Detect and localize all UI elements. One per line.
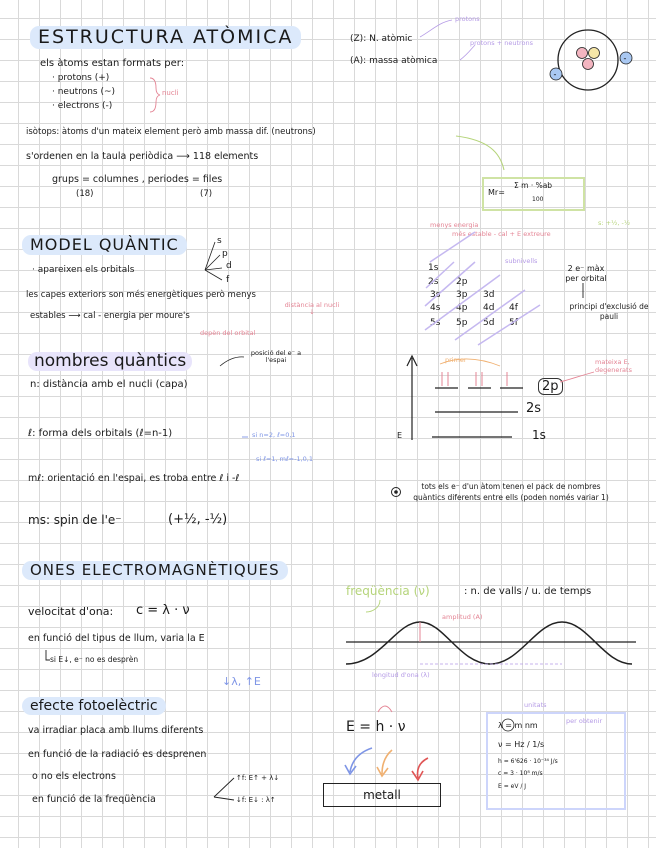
particle-protons: · protons (+)	[52, 73, 110, 83]
degenerate-note: mateixa E, degenerats	[595, 358, 632, 375]
isotopes-line: isòtops: àtoms d'un mateix element però amb massa dif. (neutrons)	[26, 127, 316, 137]
frequency-down-branch: ↓f: E↓ : λ↑	[236, 796, 276, 804]
orbital-letter-f: f	[226, 275, 230, 285]
aufbau-2p: 2p	[456, 277, 468, 287]
level-2s: 2s	[526, 401, 542, 416]
z-definition: (Z): N. atòmic	[350, 34, 413, 44]
photoelectric-line-3: o no els electrons	[32, 771, 116, 782]
section-title-quantum-numbers: nombres quàntics	[28, 352, 192, 371]
section-title-photoelectric: efecte fotoelèctric	[22, 697, 166, 715]
nucleus-note: nucli	[162, 89, 179, 97]
mass-formula-lhs: Mr=	[488, 188, 505, 197]
particle-electrons: · electrons (-)	[52, 101, 113, 111]
aufbau-4d: 4d	[483, 303, 495, 313]
periods-count: (7)	[200, 189, 213, 199]
mass-formula-denominator: 100	[532, 196, 544, 203]
orbital-letter-s: s	[217, 236, 222, 246]
electrons-per-orbital: 2 e⁻ màx per orbital	[565, 264, 607, 284]
photoelectric-line-2: en funció de la radiació es desprenen	[28, 749, 207, 760]
wave-velocity-formula: c = λ · ν	[136, 603, 190, 618]
spin-values-note: s: +½, -½	[598, 219, 631, 227]
aufbau-3d: 3d	[483, 290, 495, 300]
unit-planck: h = 6'626 · 10⁻³⁴ J/s	[498, 758, 558, 765]
aufbau-5f: 5f	[509, 318, 518, 328]
aufbau-row-1: 1s	[428, 263, 439, 273]
quantum-numbers-note: posició del e⁻ a l'espai	[250, 349, 302, 364]
energy-axis-label: E	[397, 431, 403, 440]
intro-text: els àtoms estan formats per:	[40, 58, 185, 69]
units-note: per obtenir	[566, 717, 603, 725]
z-note: protons	[455, 15, 480, 23]
l-example-note: si n=2, ℓ=0,1	[252, 431, 296, 439]
a-note: protons + neutrons	[470, 39, 534, 47]
particle-neutrons: · neutrons (~)	[52, 87, 116, 97]
wavelength-label: longitud d'ona (λ)	[372, 671, 430, 679]
frequency-up-branch: ↑f: E↑ + λ↓	[236, 774, 280, 782]
aufbau-4p: 4p	[456, 303, 468, 313]
quantum-number-ml: mℓ: orientació en l'espai, es troba entre ℓ i -ℓ	[28, 473, 240, 484]
amplitude-label: amplitud (A)	[442, 613, 483, 621]
unit-frequency: ν = Hz / 1/s	[498, 740, 545, 749]
photoelectric-line-1: va irradiar placa amb llums diferents	[28, 725, 204, 736]
quantum-number-n: n: distància amb el nucli (capa)	[30, 379, 188, 390]
less-energy-note: menys energia	[430, 221, 479, 229]
groups-count: (18)	[76, 189, 94, 199]
aufbau-3s: 3s	[430, 290, 441, 300]
svg-text:-: -	[553, 70, 557, 79]
orbital-letter-d: d	[226, 261, 232, 271]
wavelength-energy-note: ↓λ, ↑E	[222, 675, 261, 688]
layers-line: les capes exteriors son més energètiques però menys	[26, 290, 256, 300]
low-energy-note: si E↓, e⁻ no es desprèn	[50, 655, 139, 664]
units-title: unitats	[524, 701, 547, 709]
section-title-quantum-model: MODEL QUÀNTIC	[22, 235, 187, 255]
unit-light-speed: c = 3 · 10⁸ m/s	[498, 770, 543, 777]
diagram-first-label: primer	[445, 356, 467, 364]
aufbau-4f: 4f	[509, 303, 518, 313]
pauli-statement: tots els e⁻ d'un àtom tenen el pack de nombres quàntics diferents entre ells (poden només variar 1)	[413, 482, 609, 502]
aufbau-5s: 5s	[430, 318, 441, 328]
quantum-number-ms: ms: spin de l'e⁻	[28, 513, 122, 527]
orbitals-line: · apareixen els orbitals	[32, 265, 135, 275]
frequency-label: freqüència (ν)	[346, 584, 430, 598]
atom-model-icon	[550, 30, 632, 90]
level-1s: 1s	[532, 428, 546, 442]
periodic-line: s'ordenen en la taula periòdica ⟶ 118 elements	[26, 151, 259, 162]
section-title-em-waves: ONES ELECTROMAGNÈTIQUES	[22, 561, 288, 580]
level-2p: 2p	[538, 378, 563, 395]
wave-diagram	[346, 600, 636, 664]
photoelectric-line-4: en funció de la freqüència	[32, 794, 156, 805]
mass-formula-numerator: Σ m · %ab	[514, 181, 553, 190]
aufbau-2s: 2s	[428, 277, 439, 287]
ms-values: (+½, -½)	[168, 512, 228, 527]
aufbau-5d: 5d	[483, 318, 495, 328]
photon-energy-formula: E = h · ν	[346, 719, 406, 735]
ml-example-note: si ℓ=1, mℓ=-1,0,1	[256, 455, 314, 463]
section-title-atomic-structure: ESTRUCTURA ATÒMICA	[30, 26, 301, 49]
frequency-definition: : n. de valls / u. de temps	[464, 586, 592, 597]
more-stable-note: més estable - cal + E extreure	[452, 230, 551, 238]
svg-text:-: -	[623, 54, 627, 63]
pauli-principle: principi d'exclusió de pauli	[569, 302, 649, 321]
stable-note: distància al nucli ↓	[284, 301, 340, 316]
subshells-label: subnivells	[505, 257, 538, 265]
metal-label: metall	[363, 788, 401, 802]
aufbau-5p: 5p	[456, 318, 468, 328]
wave-velocity-label: velocitat d'ona:	[28, 605, 114, 618]
unit-wavelength: λ = m nm	[498, 721, 538, 730]
stable-line: estables ⟶ cal - energia per moure's	[30, 311, 190, 321]
aufbau-4s: 4s	[430, 303, 441, 313]
energy-level-diagram	[407, 356, 594, 440]
unit-energy: E = eV / J	[498, 783, 527, 790]
a-definition: (A): massa atòmica	[350, 56, 438, 66]
aufbau-3p: 3p	[456, 290, 468, 300]
orbital-letter-p: p	[222, 249, 228, 259]
light-type-line: en funció del tipus de llum, varia la E	[28, 633, 205, 644]
orbital-dependency-note: depèn del orbital	[200, 329, 256, 337]
quantum-number-l: ℓ: forma dels orbitals (ℓ=n-1)	[28, 428, 173, 439]
groups-line: grups = columnes , periodes = files	[52, 174, 223, 185]
